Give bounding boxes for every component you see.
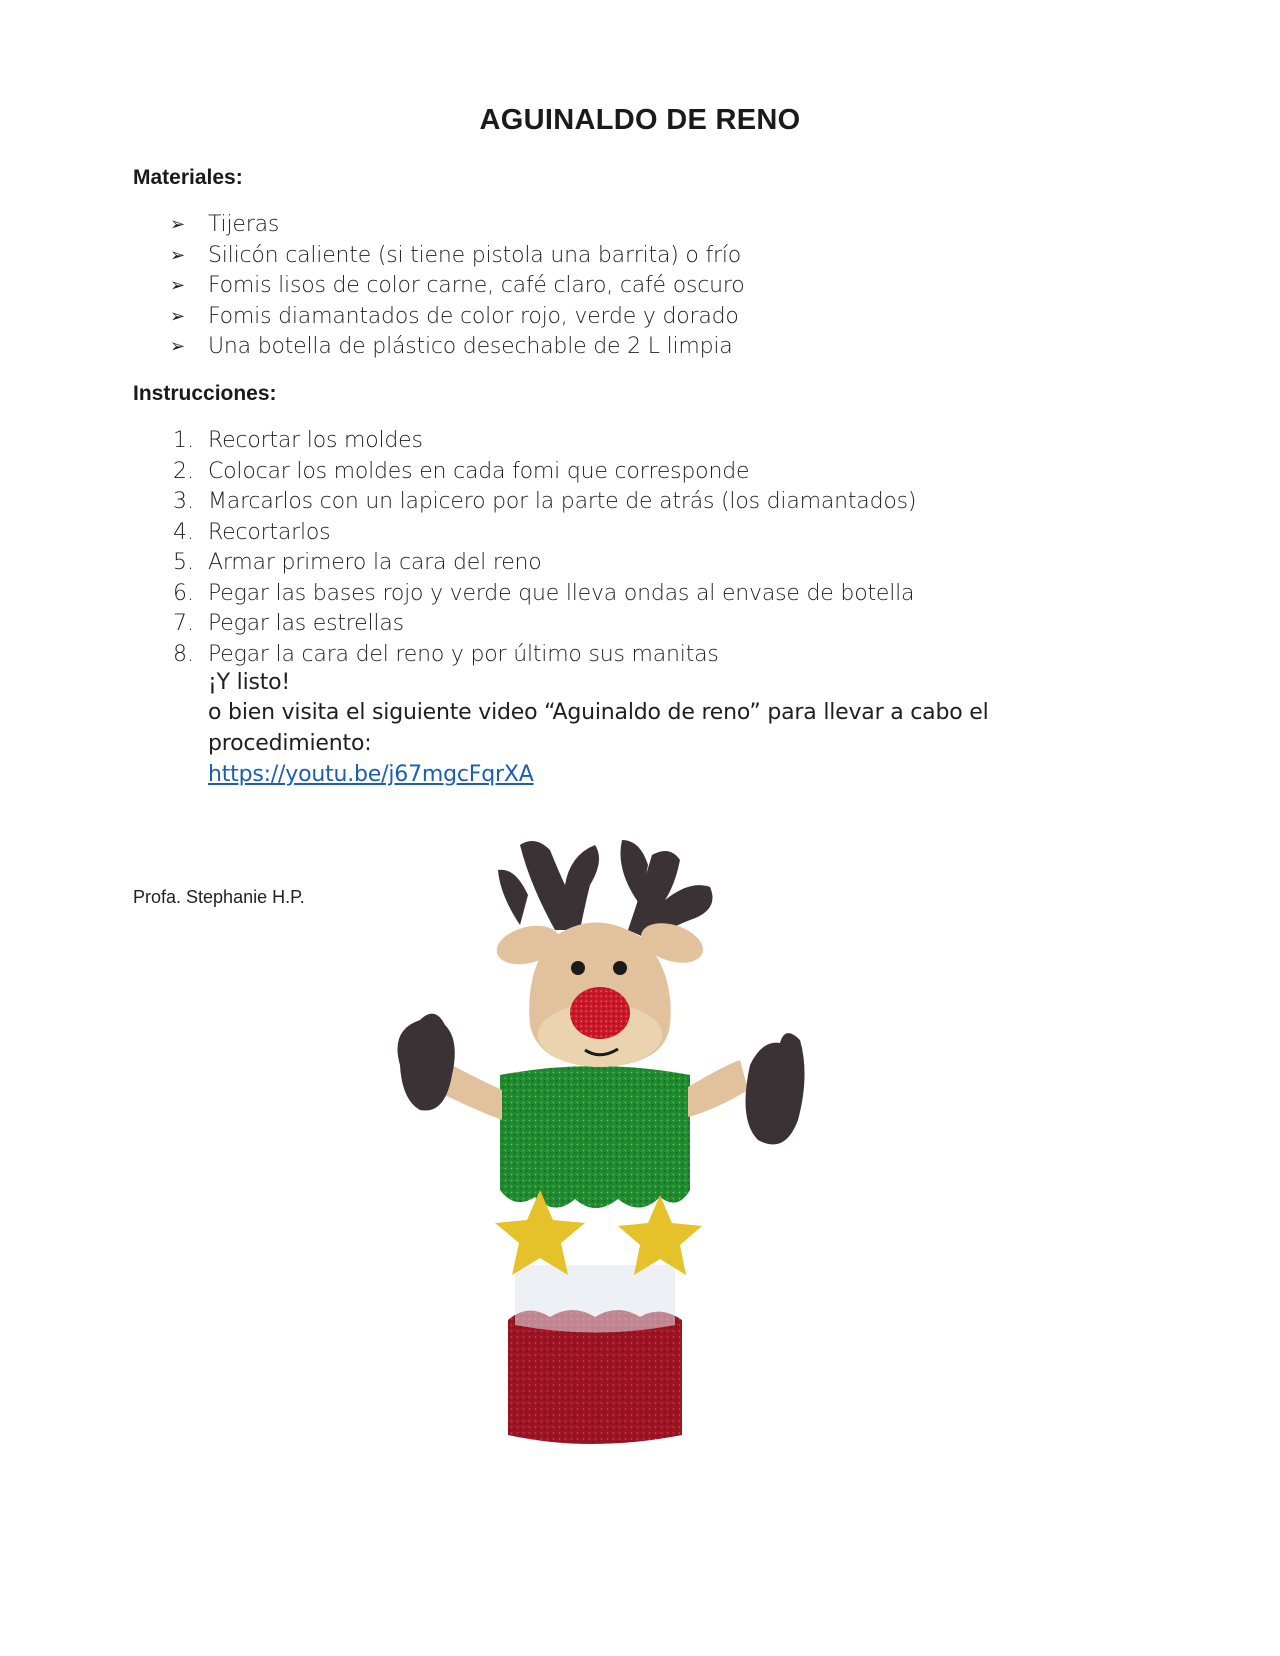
arrow-bullet-icon: ➢ [170, 214, 186, 235]
red-nose [570, 987, 630, 1039]
step-text: Pegar las estrellas [208, 611, 404, 636]
step-text: Colocar los moldes en cada fomi que corresponde [208, 458, 750, 484]
left-arm [398, 1014, 503, 1120]
step-text: Pegar las bases rojo y verde que lleva ondas al envase de botella [208, 580, 915, 606]
arrow-bullet-icon: ➢ [170, 244, 186, 266]
step-number: 1. [173, 428, 194, 453]
step-text: Pegar la cara del reno y por último sus manitas [208, 641, 719, 667]
material-text: Fomis lisos de color carne, café claro, café oscuro [208, 273, 745, 298]
step-text: Armar primero la cara del reno [208, 550, 542, 575]
gold-star-right [618, 1195, 702, 1275]
material-text: Silicón caliente (si tiene pistola una barrita) o frío [208, 242, 742, 268]
closing-procedure-text: procedimiento: [208, 731, 372, 756]
step-number: 2. [173, 458, 194, 484]
step-number: 8. [173, 641, 194, 667]
instructions-heading: Instrucciones: [133, 382, 277, 405]
step-text: Recortar los moldes [208, 428, 423, 453]
arrow-bullet-icon: ➢ [170, 336, 186, 357]
step-number: 3. [173, 489, 194, 514]
closing-exclamation: ¡Y listo! [208, 670, 291, 695]
gold-star-left [495, 1190, 585, 1275]
author-signature: Profa. Stephanie H.P. [133, 887, 305, 907]
material-text: Tijeras [208, 212, 280, 237]
step-text: Recortarlos [208, 519, 331, 545]
video-link[interactable]: https://youtu.be/j67mgcFqrXA [208, 762, 534, 787]
document-title: AGUINALDO DE RENO [479, 104, 801, 136]
step-text: Marcarlos con un lapicero por la parte de atrás (los diamantados) [208, 489, 917, 514]
materials-heading: Materiales: [133, 166, 243, 189]
reindeer-craft-photo [390, 825, 810, 1475]
red-base-band [508, 1265, 682, 1444]
left-antler [498, 841, 599, 930]
step-number: 5. [173, 550, 194, 575]
green-band [500, 1066, 690, 1208]
closing-video-text: o bien visita el siguiente video “Aguinaldo de reno” para llevar a cabo el [208, 700, 989, 725]
step-number: 4. [173, 519, 194, 545]
right-arm [688, 1033, 805, 1144]
arrow-bullet-icon: ➢ [170, 305, 186, 327]
material-text: Fomis diamantados de color rojo, verde y dorado [208, 303, 739, 329]
step-number: 6. [173, 580, 194, 606]
arrow-bullet-icon: ➢ [170, 275, 186, 296]
material-text: Una botella de plástico desechable de 2 L limpia [208, 334, 733, 359]
step-number: 7. [173, 611, 194, 636]
